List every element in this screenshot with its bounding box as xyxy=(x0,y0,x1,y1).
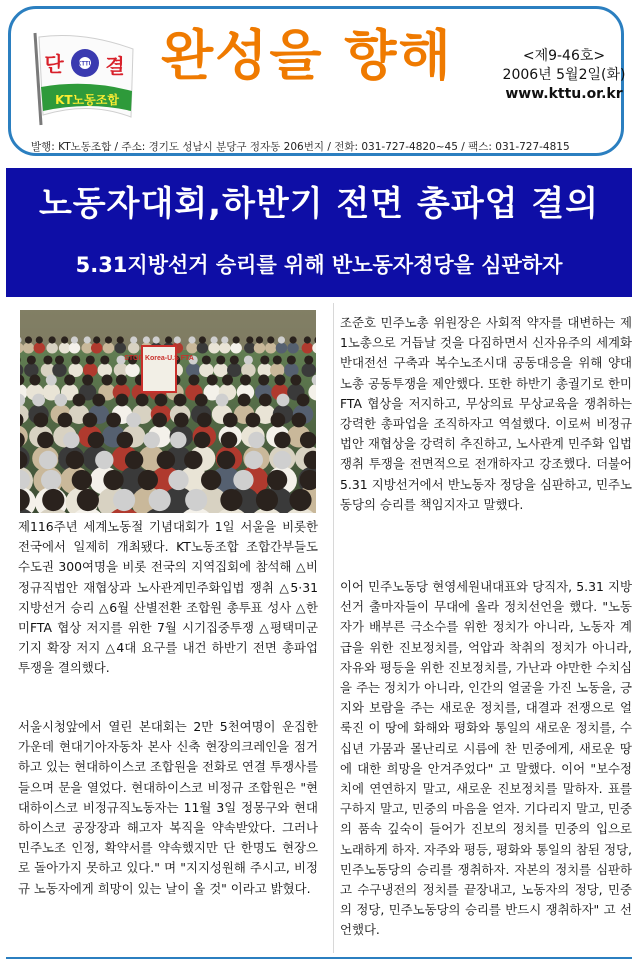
publisher-info: 발행: KT노동조합 / 주소: 경기도 성남시 분당구 정자동 206번지 / 전화: 031-727-4820~45 / 팩스: 031-727-4815 xyxy=(31,141,570,153)
newsletter-title: 완성을 향해 xyxy=(161,24,453,87)
sub-headline: 5.31지방선거 승리를 위해 반노동자정당을 심판하자 xyxy=(75,253,563,277)
emblem-text: KTTU xyxy=(77,61,93,68)
article-paragraph-1: 제116주년 세계노동절 기념대회가 1일 서울을 비롯한 전국에서 일제히 개최됐다. KT노동조합 조합간부들도 수도권 300여명을 비롯 전국의 지역집회에 참석해 △비정규직법안 재협상과 노사관계민주화입법 쟁취 △5·31 지방선거 승리 △6월 산별전환 조합원 총투표 성사 △한미FTA 협상 저지를 위한 7월 시기집중투쟁 △평택미군기지 확장 저지 △4대 요구를 내건 하반기 전면 총파업 투쟁을 결의했다. xyxy=(18,519,318,676)
main-headline: 노동자대회,하반기 전면 총파업 결의 xyxy=(38,184,600,224)
issue-info xyxy=(499,47,629,104)
masthead-box xyxy=(8,6,624,156)
article-paragraph-3: 조준호 민주노총 위원장은 사회적 약자를 대변하는 제1노총으로 거듭날 것을 다짐하면서 신자유주의 세계화 반대전선 구축과 복수노조시대 공동대응을 위해 양대노총 공동투쟁을 제안했다. 또한 하반기 총궐기로 한미 FTA 협상을 저지하고, 무상의료 무상교육을 쟁취하는 강력한 총파업을 조직하자고 역설했다. 이로써 비정규법안 재협상을 강력히 추진하고, 노사관계 민주화 입법 쟁취 투쟁을 전면적으로 전개하자고 강조했다. 더불어 5.31 지방선거에서 반노동자 정당을 심판하고, 민주노동당의 승리를 책임지자고 말했다. xyxy=(340,315,632,512)
flag-band-text: KT노동조합 xyxy=(55,93,119,107)
column-divider xyxy=(333,303,334,953)
footer-rule xyxy=(6,957,632,959)
issue-date: 2006년 5월2일(화) xyxy=(502,67,626,83)
flag-char-left: 단 xyxy=(44,52,64,76)
rally-photo xyxy=(20,310,316,513)
issue-number: <제9-46호> xyxy=(522,48,606,64)
website-link[interactable]: www.kttu.or.kr xyxy=(505,86,623,102)
protest-sign-text: STOP Korea-U.S FTA xyxy=(124,355,194,362)
article-paragraph-4: 이어 민주노동당 현영세원내대표와 당직자, 5.31 지방선거 출마자들이 무대에 올라 정치선언을 했다. "노동자가 배부른 극소수를 위한 정치가 아니라, 노동자 계급을 위한 진보정치를, 억압과 착취의 정치가 아니라, 자유와 평등을 위한 진보정치를, 가난과 야만한 수치심을 주는 정치가 아니라, 인간의 얼굴을 가진 노동을, 긍지와 보람을 주는 새로운 정치를, 대결과 전쟁으로 얼룩진 이 땅에 화해와 평화와 통일의 새로운 정치를, 수십년 가뭄과 몰난리로 시름에 찬 민중에게, 새로운 땅에 대한 희망을 안겨주었다" 고 말했다. 이어 "보수정치에 연연하지 말고, 새로운 진보정치를 말하자. 표를 구하지 말고, 민중의 마음을 얻자. 기다리지 말고, 민중의 품속 깊숙이 들어가 진보의 정치를 민중의 입으로 노래하게 하자. 자주와 평등, 평화와 통일의 참된 정당, 민주노동당의 승리를 쟁취하자. 자본의 정치를 심판하고 수구냉전의 정치를 끝장내고, 노동자의 정당, 민중의 정당, 민주노동당의 승리를 반드시 쟁취하자" 고 선언했다. xyxy=(340,579,632,938)
article-paragraph-2: 서울시청앞에서 열린 본대회는 2만 5천여명이 운집한 가운데 현대기아자동차 본사 신축 현장의크레인을 점거하고 있는 현대하이스코 조합원을 전화로 연결 투쟁사를 들으며 문을 열었다. 현대하이스코 비정규 조합원은 "현대하이스코 비정규직노동자는 11월 3일 정몽구와 현대하이스코 공장장과 해고자 복직을 약속받았다. 그러나 민주노조 인정, 확약서를 약속했지만 단 한명도 현장으로 돌아가지 못하고 있다." 며 "지지성원해 주시고, 비정규 노동자에게 희망이 있는 날이 올 것" 이라고 밝혔다. xyxy=(18,719,318,896)
flag-char-right: 결 xyxy=(105,54,125,78)
headline-banner xyxy=(6,168,632,297)
union-flag-logo xyxy=(29,31,137,127)
